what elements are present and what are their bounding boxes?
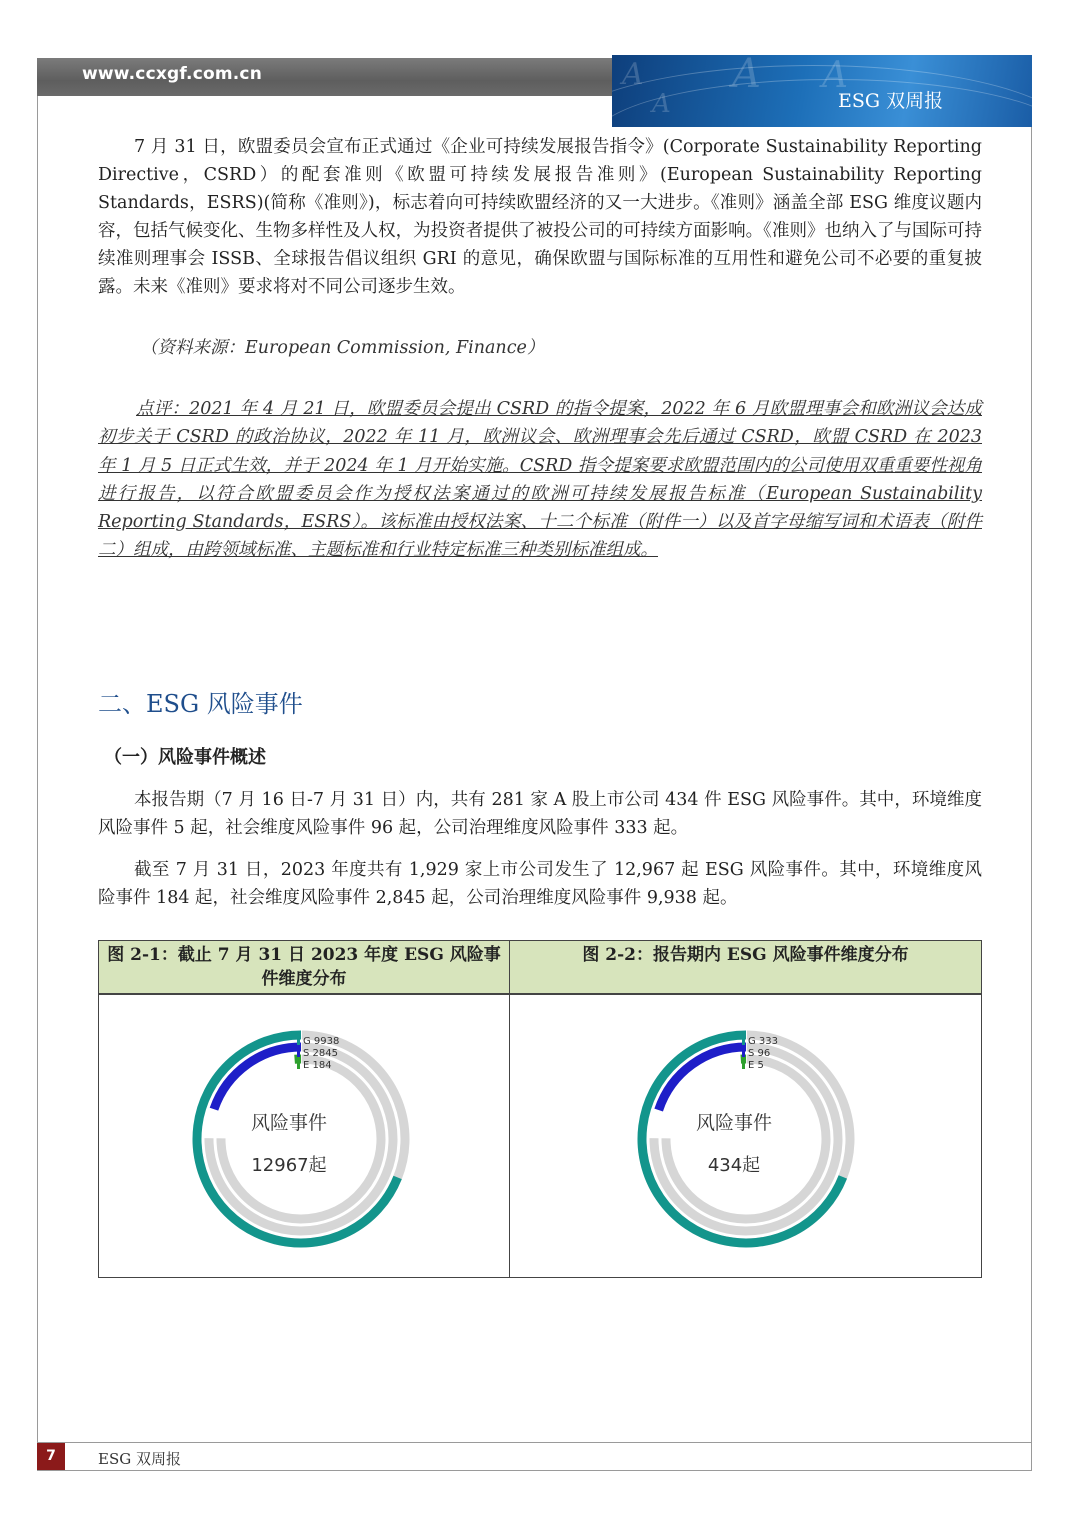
subsection-title: （一）风险事件概述 [104,747,266,768]
center-total: 434起 [707,1155,761,1176]
legend-label-g: G 333 [748,1036,779,1047]
legend-swatch-s [297,1048,300,1057]
legend-swatch-g [742,1036,745,1045]
header-url[interactable]: www.ccxgf.com.cn [82,64,263,84]
legend-label-s: S 96 [748,1048,771,1059]
summary-paragraph-1: 本报告期（7 月 16 日-7 月 31 日）内，共有 281 家 A 股上市公司 434 件 ESG 风险事件。其中，环境维度风险事件 5 起，社会维度风险事件 96 起，公司治理维度风险事件 333 起。 [98,790,982,838]
comment-paragraph: 点评：2021 年 4 月 21 日，欧盟委员会提出 CSRD 的指令提案，2022 年 6 月欧盟理事会和欧洲议会达成初步关于 CSRD 的政治协议，2022 年 11 月，欧洲议会、欧洲理事会先后通过 CSRD，欧盟 CSRD 在 2023 年 1 月 5 日正式生效，并于 2024 年 1 月开始实施。CSRD 指令提案要求欧盟范围内的公司使用双重重要性视角进行报告，以符合欧盟委员会作为授权法案通过的欧洲可持续发展报告标准（European Sustainability Reporting Standards，ESRS）。该标准由授权法案、十二个标准（附件一）以及首字母缩写词和术语表（附件二）组成，由跨领域标准、主题标准和行业特定标准三种类别标准组成。 [98,399,982,561]
center-label: 风险事件 [695,1112,773,1134]
banner-deco-text: A [732,55,761,97]
ring-track-e [666,1059,826,1219]
figure-1-cell [99,994,510,1278]
footer-divider [37,1442,1032,1443]
ring-bar-s [214,1047,301,1109]
page-frame-left [37,58,38,1470]
esg-donut-chart-period [636,1029,856,1249]
legend-swatch-e [742,1060,745,1069]
summary-paragraph-2: 截至 7 月 31 日，2023 年度共有 1,929 家上市公司发生了 12,967 起 ESG 风险事件。其中，环境维度风险事件 184 起，社会维度风险事件 2,845 起，公司治理维度风险事件 9,938 起。 [98,860,982,908]
legend-swatch-g [297,1036,300,1045]
header-banner-graphic [612,55,1032,127]
banner-deco-text: A [822,55,848,96]
legend-label-e: E 5 [748,1060,764,1071]
figure-2-cell [510,994,982,1278]
center-label: 风险事件 [250,1112,328,1134]
page-frame-right [1031,58,1032,1470]
ring-track-e [221,1059,381,1219]
legend-swatch-s [742,1048,745,1057]
figure-1-caption: 图 2-1：截止 7 月 31 日 2023 年度 ESG 风险事件维度分布 [99,941,510,995]
legend-swatch-e [297,1060,300,1069]
figures-table [98,940,982,1278]
header-title: ESG 双周报 [838,90,944,112]
legend-label-e: E 184 [303,1060,332,1071]
section-title: 二、ESG 风险事件 [98,690,303,718]
ring-bar-s [659,1047,746,1110]
legend-label-s: S 2845 [303,1048,338,1059]
intro-paragraph: 7 月 31 日，欧盟委员会宣布正式通过《企业可持续发展报告指令》(Corporate Sustainability Reporting Directive，CSRD）的配套准则《欧盟可持续发展报告准则》(European Sustainability Reporting Standards，ESRS)(简称《准则》)，标志着向可持续欧盟经济的又一大进步。《准则》涵盖全部 ESG 维度议题内容，包括气候变化、生物多样性及人权，为投资者提供了被投公司的可持续方面影响。《准则》也纳入了与国际可持续准则理事会 ISSB、全球报告倡议组织 GRI 的意见，确保欧盟与国际标准的互用性和避免公司不必要的重复披露。未来《准则》要求将对不同公司逐步生效。 [98,137,982,297]
esg-donut-chart-2023 [191,1029,411,1249]
center-total: 12967起 [251,1155,327,1176]
footer-divider-bottom [37,1470,1032,1471]
source-note: （资料来源：European Commission, Finance） [140,338,545,358]
banner-deco-text: A [622,57,644,92]
banner-deco-text: A [652,89,671,119]
legend-label-g: G 9938 [303,1036,340,1047]
figure-2-caption: 图 2-2：报告期内 ESG 风险事件维度分布 [510,941,982,995]
page-number: 7 [37,1443,65,1470]
footer-title: ESG 双周报 [98,1450,181,1468]
